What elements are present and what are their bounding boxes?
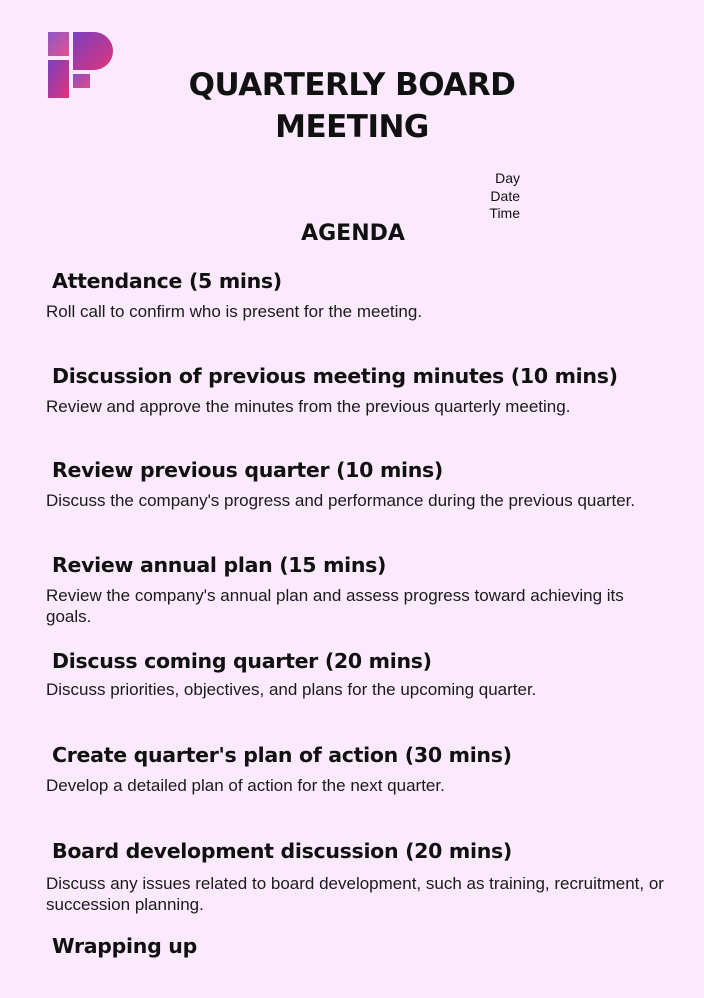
agenda-item-title: Wrapping up <box>52 934 197 958</box>
agenda-item-description: Develop a detailed plan of action for the next quarter. <box>46 776 445 795</box>
meeting-time: Time <box>489 205 520 221</box>
brand-logo <box>48 32 114 100</box>
agenda-item-description: Discuss the company's progress and performance during the previous quarter. <box>46 491 636 510</box>
agenda-item-description: Discuss priorities, objectives, and plans for the upcoming quarter. <box>46 680 537 699</box>
agenda-heading: AGENDA <box>301 221 405 246</box>
agenda-item-description: Roll call to confirm who is present for the meeting. <box>46 302 423 321</box>
agenda-item-description: Discuss any issues related to board development, such as training, recruitment, or succession planning. <box>46 874 664 914</box>
agenda-item-description: Review and approve the minutes from the previous quarterly meeting. <box>46 397 571 416</box>
agenda-item-title: Discuss coming quarter (20 mins) <box>52 649 432 673</box>
agenda-item-description: Review the company's annual plan and assess progress toward achieving its goals. <box>46 586 624 626</box>
agenda-item-title: Discussion of previous meeting minutes (10 mins) <box>52 364 618 388</box>
page-title: QUARTERLY BOARD MEETING <box>188 67 516 145</box>
meeting-date: Date <box>490 187 520 204</box>
brand-logo-icon <box>48 32 114 100</box>
meeting-meta <box>440 170 520 223</box>
agenda-item-title: Attendance (5 mins) <box>52 269 282 293</box>
agenda-item-title: Create quarter's plan of action (30 mins) <box>52 743 512 767</box>
agenda-item-title: Review annual plan (15 mins) <box>52 553 387 577</box>
agenda-item-title: Review previous quarter (10 mins) <box>52 458 444 482</box>
meeting-day: Day <box>495 170 520 186</box>
agenda-item-title: Board development discussion (20 mins) <box>52 839 512 863</box>
